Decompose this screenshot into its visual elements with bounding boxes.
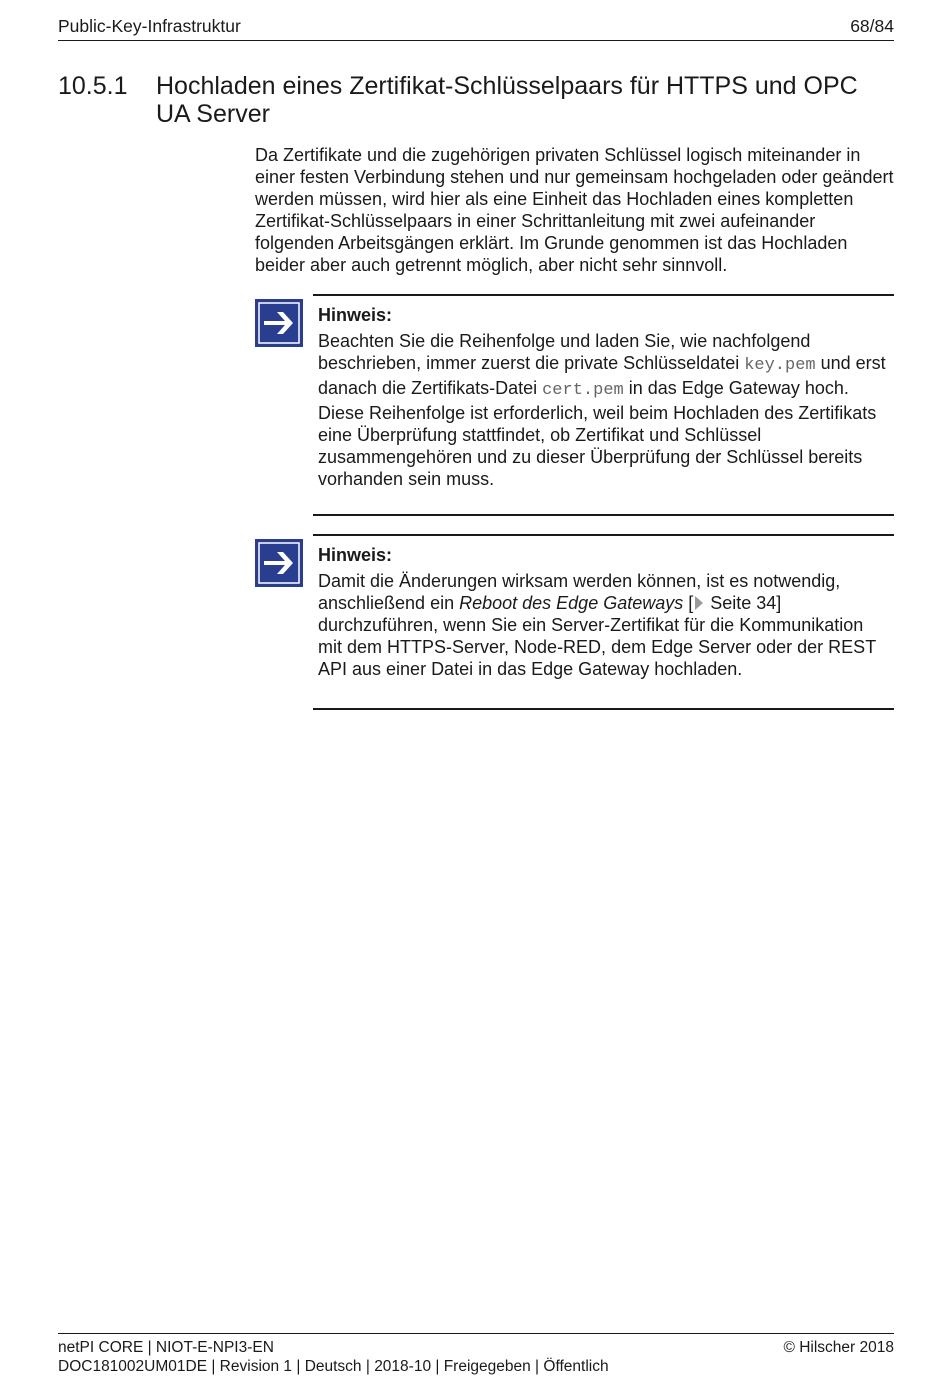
note-text: Beachten Sie die Reihenfolge und laden Sie, wie nachfolgend beschrieben, immer zuerst die private Schlüsseldatei key.pem und erst danach die Zertifikats-Datei cert.pem in das Edge Gateway hoch. — [318, 331, 886, 400]
arrow-right-icon — [255, 539, 303, 587]
footer-copyright: © Hilscher 2018 — [783, 1339, 894, 1356]
note-box-reboot — [313, 534, 894, 710]
page-reference[interactable]: Seite 34] — [705, 593, 782, 613]
intro-paragraph: Da Zertifikate und die zugehörigen privaten Schlüssel logisch miteinander in einer festen Verbindung stehen und nur gemeinsam hochgeladen oder geändert werden müssen, wird hier als eine Einheit das Hochladen eines kompletten Zertifikat-Schlüsselpaars in einer Schrittanleitung mit zwei aufeinander folgenden Arbeitsgängen erklärt. Im Grunde genommen ist das Hochladen beider aber auch getrennt möglich, aber nicht sehr sinnvoll. — [255, 145, 894, 275]
footer-product: netPI CORE | NIOT-E-NPI3-EN — [58, 1339, 274, 1356]
note-heading: Hinweis: — [318, 305, 393, 325]
section-title: Hochladen eines Zertifikat-Schlüsselpaars für HTTPS und OPC UA Server — [156, 72, 858, 128]
page-footer — [58, 1333, 894, 1376]
chapter-title: Public-Key-Infrastruktur — [58, 16, 241, 36]
note-text-reason: Diese Reihenfolge ist erforderlich, weil beim Hochladen des Zertifikats eine Überprüfung stattfindet, ob Zertifikat und Schlüssel zusammengehören und zu dieser Überprüfung der Schlüssel bereits vorhanden sein muss. — [318, 403, 877, 489]
reboot-link[interactable]: Reboot des Edge Gateways — [459, 593, 684, 613]
note-text: Damit die Änderungen wirksam werden können, ist es notwendig, anschließend ein Reboot des Edge Gateways [ Seite 34] durchzuführen, wenn Sie ein Server-Zertifikat für die Kommunikation mit dem HTTPS-Server, Node-RED, dem Edge Server oder der REST API aus einer Datei in das Edge Gateway hochladen. — [318, 571, 876, 679]
note-box-order — [313, 294, 894, 516]
page-header — [58, 16, 894, 41]
page-number: 68/84 — [850, 16, 894, 36]
triangle-right-icon — [695, 596, 703, 610]
code-key-pem: key.pem — [744, 356, 816, 375]
code-cert-pem: cert.pem — [542, 381, 624, 400]
footer-document-info: DOC181002UM01DE | Revision 1 | Deutsch | 2018-10 | Freigegeben | Öffentlich — [58, 1358, 609, 1375]
note-heading: Hinweis: — [318, 545, 393, 565]
section-number: 10.5.1 — [58, 72, 128, 100]
arrow-right-icon — [255, 299, 303, 347]
